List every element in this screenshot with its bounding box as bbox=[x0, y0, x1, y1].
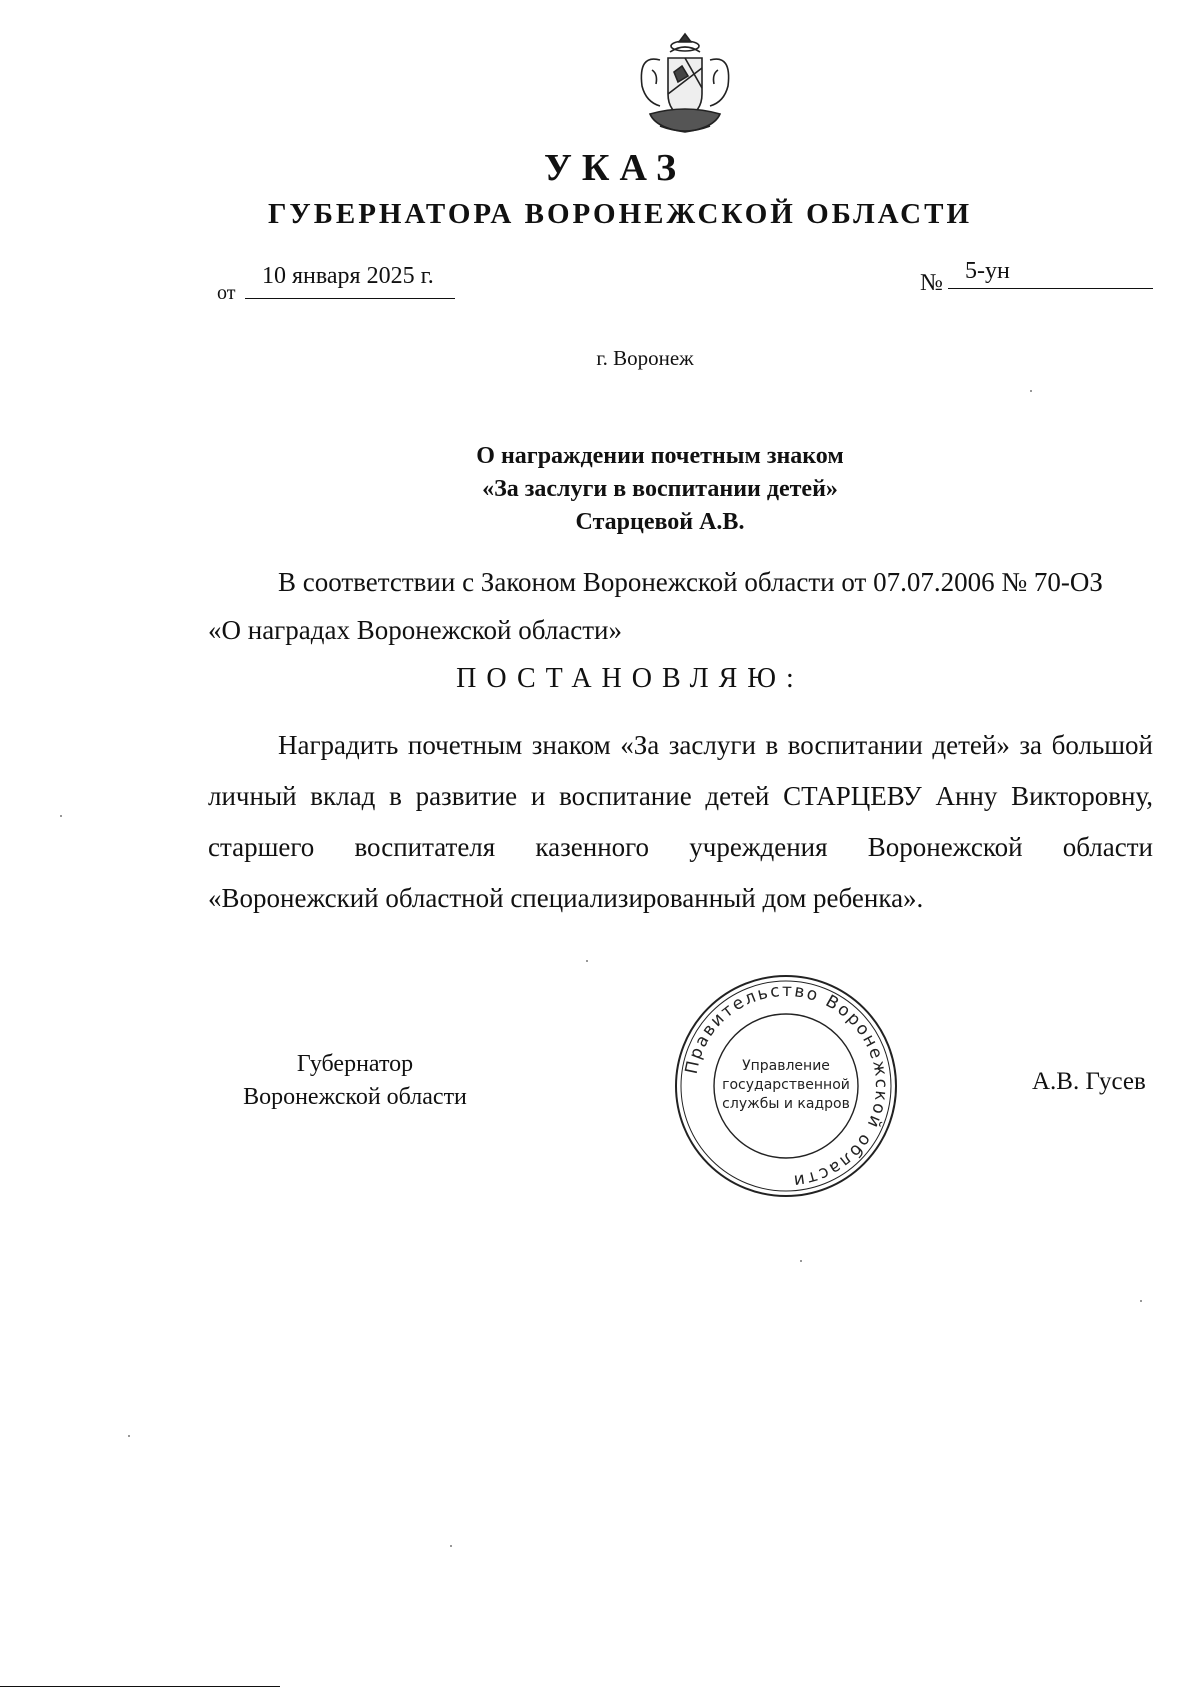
scan-speck bbox=[586, 960, 588, 962]
signatory-role-line-1: Губернатор bbox=[296, 1051, 414, 1077]
date-underline bbox=[245, 298, 455, 299]
scan-speck bbox=[450, 1545, 452, 1547]
decree-word: ПОСТАНОВЛЯЮ: bbox=[456, 663, 804, 694]
document-title: УКАЗ bbox=[544, 147, 686, 189]
document-date: 10 января 2025 г. bbox=[262, 263, 434, 289]
subject-line-2: «За заслуги в воспитании детей» bbox=[482, 476, 838, 502]
number-underline bbox=[948, 288, 1153, 289]
signatory-name: А.В. Гусев bbox=[1032, 1068, 1146, 1095]
scan-speck bbox=[60, 815, 62, 817]
document-number: 5-ун bbox=[965, 258, 1010, 284]
subject-line-3: Старцевой А.В. bbox=[575, 509, 745, 535]
signatory-role bbox=[210, 1048, 500, 1114]
scan-speck bbox=[800, 1260, 802, 1262]
scan-speck bbox=[1140, 1300, 1142, 1302]
coat-of-arms-icon bbox=[630, 30, 740, 142]
scan-speck bbox=[128, 1435, 130, 1437]
stamp-center-line-2: государственной bbox=[722, 1077, 850, 1093]
document-city: г. Воронеж bbox=[596, 346, 694, 370]
document-subtitle: ГУБЕРНАТОРА ВОРОНЕЖСКОЙ ОБЛАСТИ bbox=[267, 198, 973, 230]
stamp-ring-text: Правительство Воронежской области bbox=[681, 980, 892, 1191]
scan-speck bbox=[1030, 390, 1032, 392]
footer-rule bbox=[0, 1686, 280, 1687]
official-stamp-icon bbox=[672, 972, 900, 1200]
award-paragraph: Наградить почетным знаком «За заслуги в воспитании детей» за большой личный вклад в развитие и воспитание детей СТАРЦЕВУ Анну Викторовну, старшего воспитателя казенного учреждения Воронежской области «Воронежский областной специализированный дом ребенка». bbox=[208, 730, 1153, 913]
number-prefix: № bbox=[920, 270, 943, 296]
basis-line-2: «О наградах Воронежской области» bbox=[208, 615, 623, 645]
subject-heading bbox=[380, 440, 940, 539]
signatory-role-line-2: Воронежской области bbox=[243, 1084, 467, 1110]
stamp-center-line-3: службы и кадров bbox=[722, 1096, 850, 1112]
date-prefix: от bbox=[217, 282, 236, 304]
basis-line-1: В соответствии с Законом Воронежской области от 07.07.2006 № 70-ОЗ bbox=[278, 567, 1103, 597]
stamp-center-line-1: Управление bbox=[742, 1058, 830, 1074]
subject-line-1: О награждении почетным знаком bbox=[476, 443, 844, 469]
